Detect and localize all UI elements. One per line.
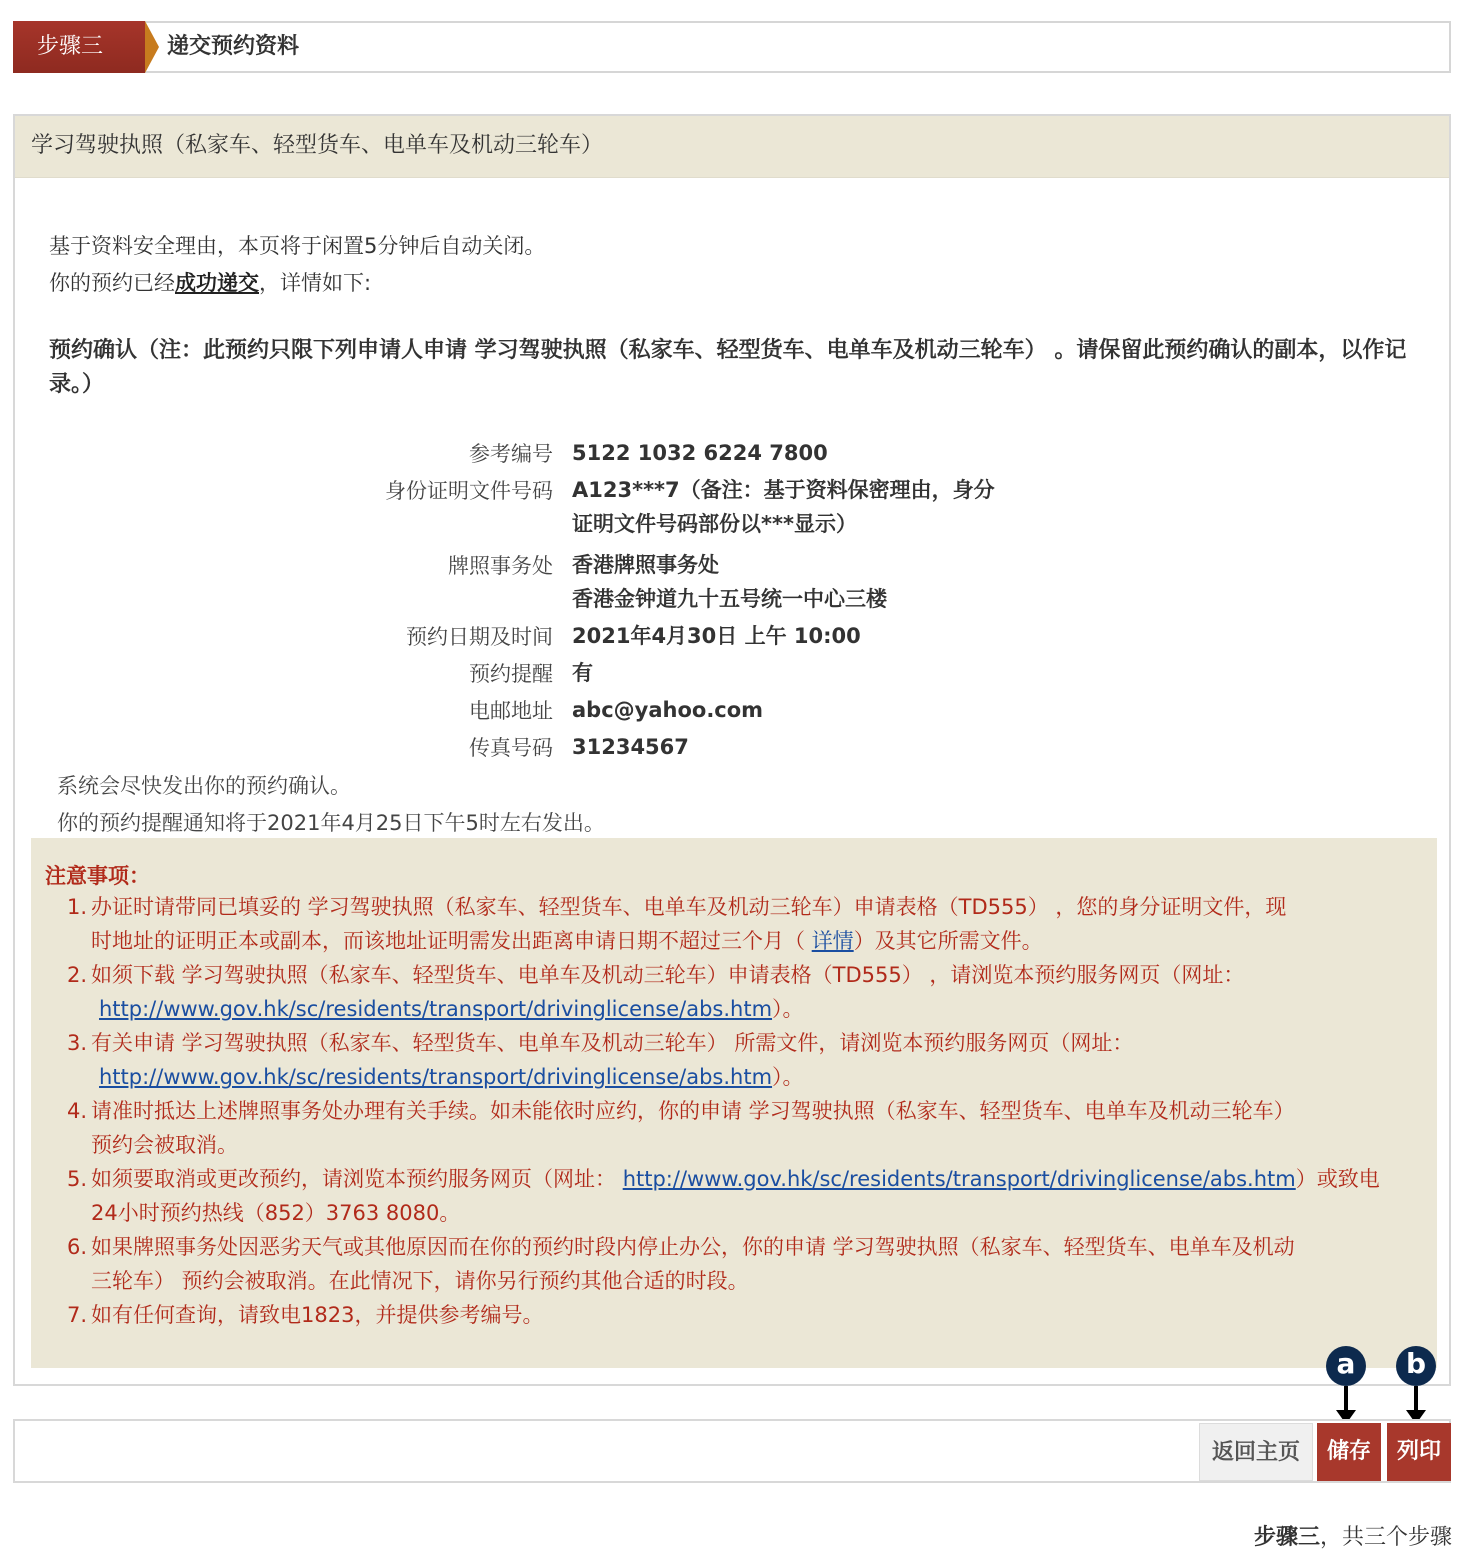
email-value: abc@yahoo.com — [572, 698, 764, 722]
reminder-send-note: 你的预约提醒通知将于2021年4月25日下午5时左右发出。 — [57, 811, 605, 835]
note-line-suffix: ）。 — [772, 997, 804, 1021]
note-number: 1. — [67, 895, 88, 919]
office-value-line1: 香港牌照事务处 — [572, 553, 719, 577]
step-count-total: ，共三个步骤 — [1319, 1525, 1452, 1550]
note-line-prefix: 如须要取消或更改预约，请浏览本预约服务网页（网址： — [91, 1167, 623, 1191]
note-item — [67, 1162, 1427, 1230]
note-line — [91, 1060, 1427, 1094]
confirmation-panel — [13, 114, 1451, 1386]
ref-value: 5122 1032 6224 7800 — [572, 441, 828, 465]
note-number: 3. — [67, 1031, 88, 1055]
id-label: 身份证明文件号码 — [385, 479, 553, 503]
office-value-line2: 香港金钟道九十五号统一中心三楼 — [572, 587, 887, 611]
note-item — [67, 1026, 1427, 1094]
note-item — [67, 890, 1427, 958]
note-line: 如果牌照事务处因恶劣天气或其他原因而在你的预约时段内停止办公，你的申请 学习驾驶执照（私家车、轻型货车、电单车及机动 — [91, 1235, 1295, 1259]
note-line: 如须下载 学习驾驶执照（私家车、轻型货车、电单车及机动三轮车）申请表格（TD555） ，请浏览本预约服务网页（网址： — [91, 963, 1245, 987]
callout-a-icon: a — [1326, 1346, 1366, 1386]
note-line-suffix: ）。 — [772, 1065, 804, 1089]
notes-title: 注意事项： — [45, 864, 150, 888]
note-number: 4. — [67, 1099, 88, 1123]
datetime-value: 2021年4月30日 上午 10:00 — [572, 624, 861, 648]
details-link[interactable]: 详情 — [811, 929, 854, 953]
notes-list — [67, 890, 1427, 1332]
auto-close-notice: 基于资料安全理由，本页将于闲置5分钟后自动关闭。 — [49, 234, 546, 258]
email-label: 电邮地址 — [469, 699, 553, 723]
step-tag: 步骤三 — [13, 21, 145, 73]
note-line-suffix: ）及其它所需文件。 — [853, 929, 1043, 953]
note-line-suffix: ）或致电 — [1295, 1167, 1380, 1191]
status-success: 成功递交 — [175, 271, 259, 295]
notes-box — [31, 838, 1437, 1368]
note-line: 请准时抵达上述牌照事务处办理有关手续。如未能依时应约，你的申请 学习驾驶执照（私家车、轻型货车、电单车及机动三轮车） — [91, 1099, 1295, 1123]
note-number: 6. — [67, 1235, 88, 1259]
save-button[interactable]: 储存 — [1317, 1423, 1381, 1481]
note-item — [67, 1094, 1427, 1162]
note-line: 预约会被取消。 — [91, 1133, 238, 1157]
status-prefix: 你的预约已经 — [49, 271, 175, 295]
id-value-line2: 证明文件号码部份以***显示） — [572, 512, 857, 536]
note-line: 办证时请带同已填妥的 学习驾驶执照（私家车、轻型货车、电单车及机动三轮车）申请表格（TD555） ，您的身分证明文件，现 — [91, 895, 1287, 919]
callout-a-line — [1344, 1386, 1348, 1412]
reminder-label: 预约提醒 — [469, 662, 553, 686]
reminder-value: 有 — [572, 661, 593, 685]
fax-value: 31234567 — [572, 735, 689, 759]
note-item — [67, 958, 1427, 1026]
datetime-label: 预约日期及时间 — [406, 625, 553, 649]
step-count-current: 步骤三 — [1253, 1525, 1320, 1550]
confirmation-send-note: 系统会尽快发出你的预约确认。 — [57, 774, 351, 798]
bottom-toolbar — [13, 1419, 1451, 1483]
note-item — [67, 1230, 1427, 1298]
confirmation-note: 预约确认（注：此预约只限下列申请人申请 学习驾驶执照（私家车、轻型货车、电单车及机动三轮车） 。请保留此预约确认的副本，以作记录。） — [49, 338, 1407, 397]
note-item — [67, 1298, 1427, 1332]
step-header — [13, 21, 1451, 73]
note-line: 如有任何查询，请致电1823，并提供参考编号。 — [91, 1303, 544, 1327]
note-line: 24小时预约热线（852）3763 8080。 — [91, 1201, 461, 1225]
step-arrow-icon — [145, 21, 159, 73]
id-value-line1: A123***7（备注：基于资料保密理由，身分 — [572, 478, 995, 502]
panel-header: 学习驾驶执照（私家车、轻型货车、电单车及机动三轮车） — [15, 116, 1449, 178]
print-button[interactable]: 列印 — [1387, 1423, 1451, 1481]
note-line — [91, 1162, 1427, 1196]
callout-b-icon: b — [1396, 1346, 1436, 1386]
note-number: 7. — [67, 1303, 88, 1327]
note-line: 有关申请 学习驾驶执照（私家车、轻型货车、电单车及机动三轮车） 所需文件，请浏览本预约服务网页（网址： — [91, 1031, 1134, 1055]
note-line: 三轮车） 预约会被取消。在此情况下，请你另行预约其他合适的时段。 — [91, 1269, 749, 1293]
note-number: 5. — [67, 1167, 88, 1191]
abs-url-link[interactable]: http://www.gov.hk/sc/residents/transport/drivinglicense/abs.htm — [99, 1065, 773, 1089]
note-line-prefix: 时地址的证明正本或副本，而该地址证明需发出距离申请日期不超过三个月（ — [91, 929, 812, 953]
callout-b-line — [1414, 1386, 1418, 1412]
ref-label: 参考编号 — [469, 442, 553, 466]
office-label: 牌照事务处 — [448, 554, 553, 578]
fax-label: 传真号码 — [469, 736, 553, 760]
abs-url-link[interactable]: http://www.gov.hk/sc/residents/transport/drivinglicense/abs.htm — [99, 997, 773, 1021]
note-number: 2. — [67, 963, 88, 987]
submit-status-line — [49, 265, 545, 302]
home-button[interactable]: 返回主页 — [1199, 1423, 1313, 1481]
abs-url-link[interactable]: http://www.gov.hk/sc/residents/transport/drivinglicense/abs.htm — [622, 1167, 1296, 1191]
note-line — [91, 992, 1427, 1026]
intro-text — [49, 228, 545, 302]
note-line — [91, 924, 1427, 958]
step-title: 递交预约资料 — [167, 34, 300, 59]
status-suffix: ，详情如下: — [259, 271, 372, 295]
step-count — [1254, 1520, 1452, 1551]
